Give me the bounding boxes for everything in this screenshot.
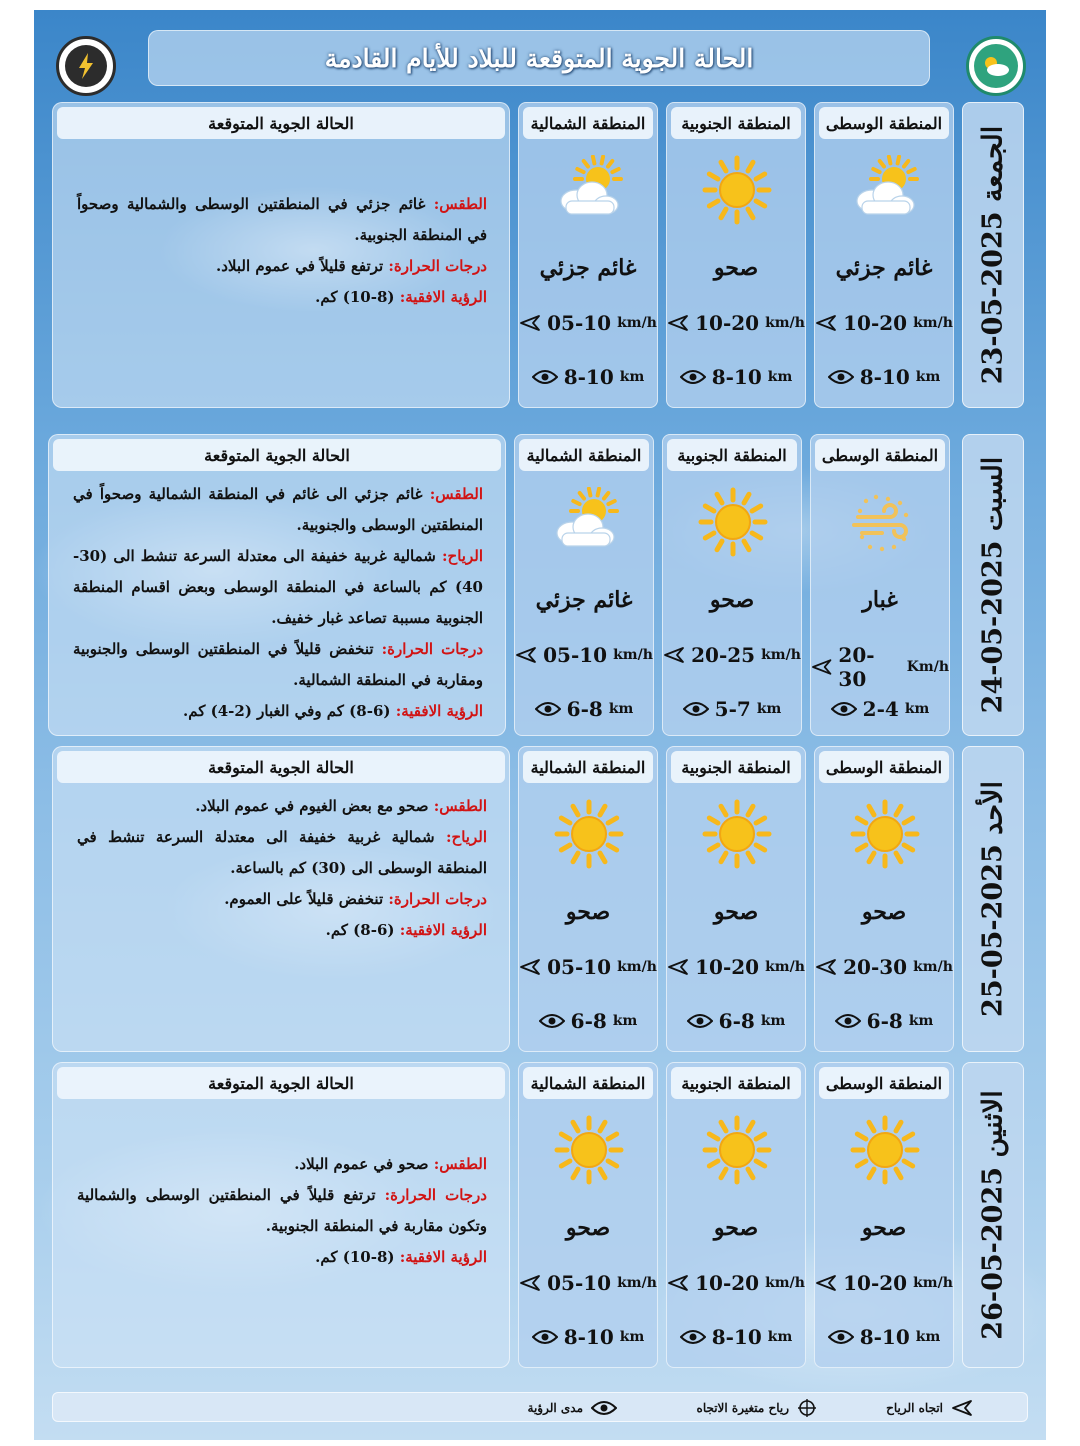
wind-speed: 10-20 bbox=[843, 1271, 908, 1295]
visibility-unit: km bbox=[612, 1013, 638, 1029]
visibility-unit: km bbox=[619, 369, 645, 385]
wind-speed: 10-20 bbox=[843, 311, 908, 335]
visibility-range: 8-10 bbox=[711, 1325, 762, 1349]
forecast-line bbox=[77, 884, 487, 915]
variable-wind-icon bbox=[797, 1398, 817, 1418]
forecasting-center-logo bbox=[56, 36, 116, 96]
region-name: المنطقة الوسطى bbox=[819, 1067, 949, 1099]
forecast-line bbox=[77, 822, 487, 884]
partly-cloudy-icon bbox=[550, 487, 620, 557]
wind-unit: km/h bbox=[613, 647, 653, 663]
visibility-range: 8-10 bbox=[859, 1325, 910, 1349]
visibility-unit: km bbox=[767, 369, 793, 385]
eye-icon bbox=[680, 1329, 706, 1345]
forecast-line-label: الرؤية الافقية: bbox=[399, 921, 487, 939]
partly-cloudy-icon bbox=[554, 155, 624, 225]
region-condition: صحو bbox=[713, 1215, 759, 1241]
region-name: المنطقة الجنوبية bbox=[671, 107, 801, 139]
region-wind bbox=[815, 955, 953, 979]
visibility-range: 6-8 bbox=[570, 1009, 607, 1033]
forecast-line bbox=[73, 479, 483, 541]
region-wind bbox=[815, 311, 953, 335]
region-visibility bbox=[815, 365, 953, 389]
region-name: المنطقة الجنوبية bbox=[671, 751, 801, 783]
region-wind bbox=[519, 955, 657, 979]
wind-arrow-icon bbox=[667, 314, 689, 332]
sun-icon bbox=[702, 799, 772, 869]
visibility-range: 8-10 bbox=[859, 365, 910, 389]
region-card bbox=[518, 102, 658, 408]
forecast-line-label: درجات الحرارة: bbox=[388, 257, 487, 275]
day-tab bbox=[962, 1062, 1024, 1368]
wind-unit: km/h bbox=[913, 1275, 953, 1291]
region-condition: صحو bbox=[713, 899, 759, 925]
eye-icon bbox=[828, 369, 854, 385]
region-condition: صحو bbox=[861, 899, 907, 925]
visibility-range: 2-4 bbox=[862, 697, 899, 721]
visibility-range: 8-10 bbox=[711, 365, 762, 389]
visibility-unit: km bbox=[756, 701, 782, 717]
visibility-range: 6-8 bbox=[566, 697, 603, 721]
forecast-description-card bbox=[52, 1062, 510, 1368]
forecast-line-text: غائم جزئي الى غائم في المنطقة الشمالية وصحواً في المنطقتين الوسطى والجنوبية. bbox=[73, 485, 483, 534]
region-card bbox=[814, 1062, 954, 1368]
forecast-line-label: الرؤية الافقية: bbox=[399, 1248, 487, 1266]
wind-speed: 05-10 bbox=[547, 955, 612, 979]
forecast-line-label: الطقس: bbox=[433, 195, 487, 213]
day-tab bbox=[962, 102, 1024, 408]
forecast-line-label: درجات الحرارة: bbox=[388, 890, 487, 908]
region-card bbox=[666, 746, 806, 1052]
eye-icon bbox=[591, 1400, 617, 1416]
meteorological-authority-logo bbox=[966, 36, 1026, 96]
forecast-line-text: صحو مع بعض الغيوم في عموم البلاد. bbox=[195, 797, 434, 815]
wind-unit: km/h bbox=[617, 1275, 657, 1291]
region-visibility bbox=[667, 1009, 805, 1033]
forecast-description-card bbox=[52, 746, 510, 1052]
forecast-line-text: (8-10) كم. bbox=[315, 288, 400, 306]
forecast-line bbox=[73, 541, 483, 634]
forecast-description-header: الحالة الجوية المتوقعة bbox=[53, 439, 501, 471]
day-tab bbox=[962, 434, 1024, 736]
wind-arrow-icon bbox=[515, 646, 537, 664]
wind-arrow-icon bbox=[667, 1274, 689, 1292]
forecast-description-header: الحالة الجوية المتوقعة bbox=[57, 1067, 505, 1099]
forecast-line-label: درجات الحرارة: bbox=[381, 640, 484, 658]
forecast-line-text: تنخفض قليلاً على العموم. bbox=[224, 890, 389, 908]
day-date-label: الجمعة 2025-05-23 bbox=[977, 125, 1009, 385]
sun-icon bbox=[702, 1115, 772, 1185]
wind-unit: Km/h bbox=[906, 659, 949, 675]
eye-icon bbox=[683, 701, 709, 717]
wind-unit: km/h bbox=[765, 315, 805, 331]
region-card bbox=[518, 1062, 658, 1368]
region-visibility bbox=[667, 1325, 805, 1349]
region-wind bbox=[667, 311, 805, 335]
region-visibility bbox=[667, 365, 805, 389]
wind-unit: km/h bbox=[617, 959, 657, 975]
visibility-unit: km bbox=[760, 1013, 786, 1029]
legend-variable-wind: رياح متغيرة الاتجاه bbox=[697, 1393, 817, 1423]
forecast-line-label: درجات الحرارة: bbox=[384, 1186, 487, 1204]
region-condition: صحو bbox=[709, 587, 755, 613]
region-wind bbox=[667, 1271, 805, 1295]
day-date-label: السبت 2025-05-24 bbox=[977, 456, 1009, 714]
region-card bbox=[814, 102, 954, 408]
region-name: المنطقة الشمالية bbox=[519, 439, 649, 471]
day-date-label: الاثنين 2025-05-26 bbox=[977, 1090, 1009, 1340]
forecast-line bbox=[77, 251, 487, 282]
visibility-unit: km bbox=[608, 701, 634, 717]
eye-icon bbox=[532, 1329, 558, 1345]
forecast-line bbox=[77, 1242, 487, 1273]
forecast-description-body bbox=[73, 479, 483, 727]
region-name: المنطقة الوسطى bbox=[819, 107, 949, 139]
region-wind bbox=[663, 643, 801, 667]
eye-icon bbox=[535, 701, 561, 717]
eye-icon bbox=[532, 369, 558, 385]
visibility-unit: km bbox=[619, 1329, 645, 1345]
wind-unit: km/h bbox=[761, 647, 801, 663]
forecast-line-label: الطقس: bbox=[429, 485, 483, 503]
eye-icon bbox=[831, 701, 857, 717]
region-wind bbox=[815, 1271, 953, 1295]
forecast-line bbox=[73, 634, 483, 696]
day-date-label: الأحد 2025-05-25 bbox=[977, 781, 1009, 1017]
region-wind bbox=[667, 955, 805, 979]
forecast-line bbox=[77, 1180, 487, 1242]
region-name: المنطقة الشمالية bbox=[523, 751, 653, 783]
region-visibility bbox=[811, 697, 949, 721]
eye-icon bbox=[687, 1013, 713, 1029]
region-condition: صحو bbox=[861, 1215, 907, 1241]
forecast-line-text: شمالية غربية خفيفة الى معتدلة السرعة تنشط الى (30-40) كم بالساعة في المنطقة الوسطى وبعض اقسام المنطقة الجنوبية مسببة تصاعد غبار خفيف. bbox=[73, 547, 483, 627]
visibility-unit: km bbox=[908, 1013, 934, 1029]
forecast-line-text: ترتفع قليلاً في المنطقتين الوسطى والشمالية وتكون مقاربة في المنطقة الجنوبية. bbox=[77, 1186, 487, 1235]
region-condition: غائم جزئي bbox=[535, 587, 633, 613]
region-visibility bbox=[519, 365, 657, 389]
forecast-line bbox=[77, 189, 487, 251]
visibility-unit: km bbox=[767, 1329, 793, 1345]
forecast-description-header: الحالة الجوية المتوقعة bbox=[57, 751, 505, 783]
wind-arrow-icon bbox=[667, 958, 689, 976]
region-name: المنطقة الشمالية bbox=[523, 1067, 653, 1099]
wind-unit: km/h bbox=[913, 315, 953, 331]
day-tab bbox=[962, 746, 1024, 1052]
region-condition: غائم جزئي bbox=[835, 255, 933, 281]
wind-arrow-icon bbox=[951, 1399, 973, 1417]
eye-icon bbox=[539, 1013, 565, 1029]
visibility-unit: km bbox=[915, 1329, 941, 1345]
region-name: المنطقة الجنوبية bbox=[667, 439, 797, 471]
sun-icon bbox=[850, 799, 920, 869]
sun-icon bbox=[850, 1115, 920, 1185]
visibility-range: 8-10 bbox=[563, 365, 614, 389]
region-condition: غائم جزئي bbox=[539, 255, 637, 281]
region-visibility bbox=[663, 697, 801, 721]
forecast-line-label: الرؤية الافقية: bbox=[395, 702, 483, 720]
region-condition: صحو bbox=[565, 1215, 611, 1241]
wind-arrow-icon bbox=[519, 958, 541, 976]
region-card bbox=[518, 746, 658, 1052]
wind-speed: 20-25 bbox=[691, 643, 756, 667]
region-name: المنطقة الشمالية bbox=[523, 107, 653, 139]
region-visibility bbox=[515, 697, 653, 721]
wind-unit: km/h bbox=[765, 959, 805, 975]
wind-speed: 05-10 bbox=[547, 1271, 612, 1295]
region-wind bbox=[519, 1271, 657, 1295]
wind-speed: 20-30 bbox=[843, 955, 908, 979]
forecast-line-text: ترتفع قليلاً في عموم البلاد. bbox=[216, 257, 389, 275]
wind-speed: 10-20 bbox=[695, 1271, 760, 1295]
wind-arrow-icon bbox=[519, 314, 541, 332]
region-visibility bbox=[519, 1325, 657, 1349]
legend-wind-direction: اتجاه الرياح bbox=[886, 1393, 973, 1423]
region-name: المنطقة الوسطى bbox=[819, 751, 949, 783]
wind-arrow-icon bbox=[815, 314, 837, 332]
region-condition: صحو bbox=[565, 899, 611, 925]
forecast-line-text: شمالية غربية خفيفة الى معتدلة السرعة تنشط في المنطقة الوسطى الى (30) كم بالساعة. bbox=[77, 828, 487, 877]
region-wind bbox=[515, 643, 653, 667]
forecast-description-body bbox=[77, 791, 487, 946]
forecast-line-text: (6-8) كم وفي الغبار (2-4) كم. bbox=[183, 702, 396, 720]
region-visibility bbox=[815, 1009, 953, 1033]
sun-icon bbox=[554, 799, 624, 869]
forecast-line-text: (6-8) كم. bbox=[325, 921, 400, 939]
legend-bar bbox=[52, 1392, 1028, 1422]
wind-speed: 10-20 bbox=[695, 311, 760, 335]
sun-icon bbox=[554, 1115, 624, 1185]
wind-unit: km/h bbox=[765, 1275, 805, 1291]
forecast-line-label: الرؤية الافقية: bbox=[399, 288, 487, 306]
wind-speed: 05-10 bbox=[543, 643, 608, 667]
sun-icon bbox=[702, 155, 772, 225]
header-bar bbox=[148, 30, 930, 86]
wind-arrow-icon bbox=[663, 646, 685, 664]
visibility-unit: km bbox=[915, 369, 941, 385]
forecast-line-text: صحو في عموم البلاد. bbox=[294, 1155, 434, 1173]
forecast-description-header: الحالة الجوية المتوقعة bbox=[57, 107, 505, 139]
eye-icon bbox=[835, 1013, 861, 1029]
region-visibility bbox=[519, 1009, 657, 1033]
partly-cloudy-icon bbox=[850, 155, 920, 225]
visibility-unit: km bbox=[904, 701, 930, 717]
region-name: المنطقة الجنوبية bbox=[671, 1067, 801, 1099]
forecast-line-text: تنخفض قليلاً في المنطقتين الوسطى والجنوبية ومقاربة في المنطقة الشمالية. bbox=[73, 640, 483, 689]
forecast-poster bbox=[34, 10, 1046, 1440]
wind-arrow-icon bbox=[519, 1274, 541, 1292]
legend-visibility: مدى الرؤية bbox=[528, 1393, 617, 1423]
eye-icon bbox=[828, 1329, 854, 1345]
region-condition: صحو bbox=[713, 255, 759, 281]
forecast-line-label: الرياح: bbox=[446, 828, 487, 846]
visibility-range: 8-10 bbox=[563, 1325, 614, 1349]
region-card bbox=[814, 746, 954, 1052]
wind-arrow-icon bbox=[815, 1274, 837, 1292]
region-wind bbox=[811, 643, 949, 691]
forecast-line-label: الطقس: bbox=[433, 797, 487, 815]
forecast-description-body bbox=[77, 189, 487, 313]
forecast-line-label: الرياح: bbox=[442, 547, 483, 565]
wind-arrow-icon bbox=[815, 958, 837, 976]
forecast-line-label: الطقس: bbox=[433, 1155, 487, 1173]
forecast-description-card bbox=[48, 434, 506, 736]
visibility-range: 5-7 bbox=[714, 697, 751, 721]
wind-speed: 05-10 bbox=[547, 311, 612, 335]
forecast-description-body bbox=[77, 1149, 487, 1273]
dust-icon bbox=[846, 487, 916, 557]
forecast-line bbox=[77, 791, 487, 822]
forecast-line-text: غائم جزئي في المنطقتين الوسطى والشمالية وصحواً في المنطقة الجنوبية. bbox=[77, 195, 487, 244]
region-card bbox=[810, 434, 950, 736]
wind-speed: 10-20 bbox=[695, 955, 760, 979]
region-condition: غبار bbox=[862, 587, 898, 613]
page-title: الحالة الجوية المتوقعة للبلاد للأيام القادمة bbox=[324, 43, 754, 73]
sun-icon bbox=[698, 487, 768, 557]
forecast-line-text: (8-10) كم. bbox=[315, 1248, 400, 1266]
wind-unit: km/h bbox=[913, 959, 953, 975]
region-card bbox=[662, 434, 802, 736]
forecast-line bbox=[77, 1149, 487, 1180]
wind-arrow-icon bbox=[811, 658, 832, 676]
forecast-description-card bbox=[52, 102, 510, 408]
visibility-range: 6-8 bbox=[866, 1009, 903, 1033]
region-name: المنطقة الوسطى bbox=[815, 439, 945, 471]
wind-speed: 20-30 bbox=[838, 643, 875, 691]
forecast-line bbox=[77, 282, 487, 313]
visibility-range: 6-8 bbox=[718, 1009, 755, 1033]
region-card bbox=[666, 1062, 806, 1368]
region-visibility bbox=[815, 1325, 953, 1349]
wind-unit: km/h bbox=[617, 315, 657, 331]
forecast-line bbox=[73, 696, 483, 727]
region-wind bbox=[519, 311, 657, 335]
eye-icon bbox=[680, 369, 706, 385]
forecast-line bbox=[77, 915, 487, 946]
region-card bbox=[666, 102, 806, 408]
region-card bbox=[514, 434, 654, 736]
